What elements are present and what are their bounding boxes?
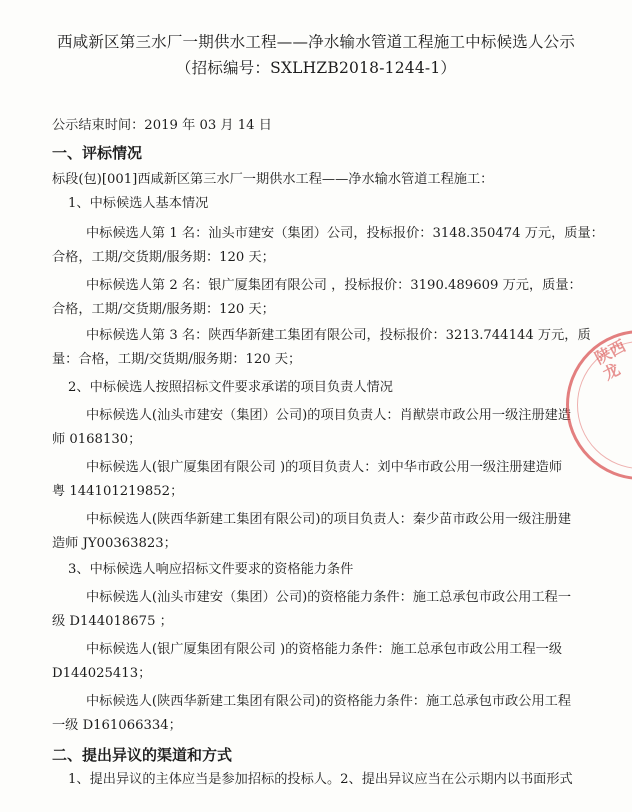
candidate-1-line2: 合格，工期/交货期/服务期：120 天；: [52, 250, 275, 265]
leader-1-line1: 中标候选人(汕头市建安（集团）公司)的项目负责人：肖猷崇市政公用一级注册建造: [86, 408, 572, 423]
leader-1-line2: 师 0168130；: [52, 432, 142, 447]
publicity-end-time: 公示结束时间：2019 年 03 月 14 日: [52, 118, 272, 133]
seal-text: 陕西龙: [591, 336, 629, 384]
tender-number: （招标编号：SXLHZB2018-1244-1）: [175, 59, 457, 77]
qualification-2-line2: D144025413；: [52, 666, 152, 681]
qualification-2-line1: 中标候选人(银广厦集团有限公司 )的资格能力条件：施工总承包市政公用工程一级: [86, 642, 563, 657]
candidate-3-line2: 量：合格，工期/交货期/服务期：120 天；: [52, 352, 302, 367]
leader-2-line2: 粤 144101219852；: [52, 484, 184, 499]
objection-line: 1、提出异议的主体应当是参加招标的投标人。2、提出异议应当在公示期内以书面形式: [68, 772, 573, 787]
candidate-3-line1: 中标候选人第 3 名：陕西华新建工集团有限公司，投标报价：3213.744144 万元，质: [86, 328, 591, 343]
leader-3-line1: 中标候选人(陕西华新建工集团有限公司)的项目负责人：秦少苗市政公用一级注册建: [86, 512, 572, 527]
leader-3-line2: 造师 JY00363823；: [52, 536, 177, 551]
subheading-qualifications: 3、中标候选人响应招标文件要求的资格能力条件: [68, 562, 354, 577]
candidate-2-line1: 中标候选人第 2 名：银广厦集团有限公司 ，投标报价：3190.489609 万元，质量：: [86, 278, 582, 293]
candidate-1-line1: 中标候选人第 1 名：汕头市建安（集团）公司，投标报价：3148.350474 万元，质量：: [86, 226, 604, 241]
candidate-2-line2: 合格，工期/交货期/服务期：120 天；: [52, 302, 275, 317]
section-heading-evaluation: 一、评标情况: [52, 144, 143, 162]
leader-2-line1: 中标候选人(银广厦集团有限公司 )的项目负责人：刘中华市政公用一级注册建造师: [86, 460, 563, 475]
lot-line: 标段(包)[001]西咸新区第三水厂一期供水工程——净水输水管道工程施工：: [52, 172, 494, 187]
qualification-1-line1: 中标候选人(汕头市建安（集团）公司)的资格能力条件：施工总承包市政公用工程一: [86, 590, 572, 605]
section-heading-objection: 二、提出异议的渠道和方式: [52, 746, 233, 764]
qualification-3-line2: 一级 D161066334；: [52, 718, 182, 733]
document-title: 西咸新区第三水厂一期供水工程——净水输水管道工程施工中标候选人公示: [56, 33, 576, 51]
qualification-1-line2: 级 D144018675 ；: [52, 614, 173, 629]
subheading-candidates: 1、中标候选人基本情况: [68, 196, 209, 211]
qualification-3-line1: 中标候选人(陕西华新建工集团有限公司)的资格能力条件：施工总承包市政公用工程: [86, 694, 572, 709]
subheading-project-leaders: 2、中标候选人按照招标文件要求承诺的项目负责人情况: [68, 380, 393, 395]
